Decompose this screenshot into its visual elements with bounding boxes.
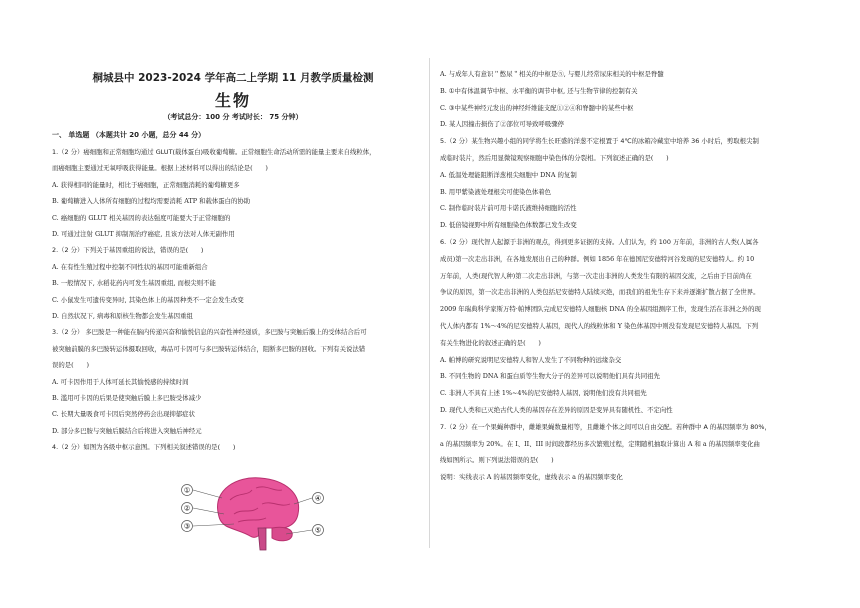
text-line: C. ③中某些神经元发出的神经纤维能支配①②④和脊髓中的某些中枢 xyxy=(440,103,634,112)
text-line: A. 帕博的研究说明尼安德特人和智人发生了不同物种的远缘杂交 xyxy=(440,355,622,364)
text-line: A. 可卡因作用于人体可延长其愉悦感的持续时间 xyxy=(52,377,189,386)
text-line: 被突触前膜的多巴胺转运体摄取回收，毒品可卡因可与多巴胺转运体结合，阻断多巴胺的回收。下列有关说法错 xyxy=(52,344,366,353)
label-2: ② xyxy=(183,504,191,513)
text-line: 万年前，人类(现代智人种)第二次走出非洲，与第一次走出非洲的人类发生有限的基因交流，之后由于目前尚在 xyxy=(440,271,752,280)
text-line: 而癌细胞主要通过无氧呼吸获得能量。根据上述材料可以得出的结论是( ) xyxy=(52,164,268,173)
text-line: C. 癌细胞的 GLUT 相关基因的表达强度可能要大于正常细胞的 xyxy=(52,213,231,222)
text-line: 成临时装片，然后用显微镜观察细胞中染色体的分裂相。下列叙述正确的是( ) xyxy=(440,154,669,162)
label-5: ⑤ xyxy=(314,526,322,535)
text-line: C. 长期大量吸食可卡因后突然停药会出现抑郁症状 xyxy=(52,410,195,419)
text-line: B. ①中有体温调节中枢、水平衡的调节中枢, 还与生物节律的控制有关 xyxy=(440,86,638,95)
section-heading: 一、 单选题 （本题共计 20 小题，总分 44 分） xyxy=(52,131,206,139)
text-line: D. 部分多巴胺与突触后膜结合后将进入突触后神经元 xyxy=(52,426,202,435)
text-line: 有关生物进化的叙述正确的是( ) xyxy=(440,338,541,347)
text-line: D. 自然状况下, 病毒和原核生物都会发生基因重组 xyxy=(52,312,193,320)
question-stem-line: 3.（2 分） 多巴胺是一种能在脑内传递兴奋和愉悦信息的兴奋性神经递质，多巴胺与突触后膜上的受体结合后可 xyxy=(52,328,367,337)
text-line: D. 低倍镜视野中所有细胞染色体数都已发生改变 xyxy=(440,221,577,230)
text-line: 代人体内都有 1%～4%的尼安德特人基因，现代人的线粒体和 Y 染色体基因中则没有发现尼安德特人基因。下列 xyxy=(440,322,759,330)
label-3: ③ xyxy=(183,522,191,531)
text-line: D. 某人因撞击损伤了②部位可导致呼吸骤停 xyxy=(440,120,564,129)
text-line: 说明：实线表示 A 的基因频率变化，虚线表示 a 的基因频率变化 xyxy=(440,473,623,482)
text-line: 争议的原因，第一次走出非洲的人类包括尼安德特人陆续灭绝，而我们的祖先生存下来并逐渐扩散占据了全世界。 xyxy=(440,288,760,297)
question-stem-line: 2.（2 分）下列关于基因重组的说法，错误的是( ) xyxy=(52,246,204,255)
brain-figure xyxy=(218,478,299,550)
text-line: C. 非洲人不具有上述 1%~4%的尼安德特人基因, 说明他们没有共同祖先 xyxy=(440,389,647,398)
text-line: D. 可通过注射 GLUT 抑制剂治疗癌症, 且该方法对人体无副作用 xyxy=(52,230,235,238)
text-line: B. 葡萄糖进入人体所有细胞的过程均需要消耗 ATP 和载体蛋白的协助 xyxy=(52,197,251,206)
question-stem-line: 7.（2 分）在一个果蝇种群中，雌雄果蝇数量相等，且雌雄个体之间可以自由交配。若种群中 A 的基因频率为 80%， xyxy=(440,422,771,431)
text-line: a 的基因频率为 20%。在 I、II、III 时间段都经历多次繁殖过程，定期随机抽取计算出 A 和 a 的基因频率变化曲 xyxy=(440,439,760,448)
exam-info: （考试总分：100 分 考试时长： 75 分钟） xyxy=(163,113,303,121)
question-stem-line: 4.（2 分）如图为各级中枢示意图。下列相关叙述错误的是( ) xyxy=(52,443,236,452)
subject-heading: 生物 xyxy=(214,91,251,110)
text-line: C. 制作临时装片前可用卡诺氏液维持细胞的活性 xyxy=(440,204,577,213)
label-1: ① xyxy=(183,486,191,495)
question-stem-line: 1.（2 分）癌细胞和正常细胞均通过 GLUT(载体蛋白)吸收葡萄糖。正常细胞生命活动所需的能量主要来自线粒体， xyxy=(52,148,376,156)
text-line: 2009 年瑞典科学家斯万特·帕博团队完成尼安德特人细胞核 DNA 的全基因组测序工作，发现生活在非洲之外的现 xyxy=(440,305,761,314)
text-line: D. 现代人类和已灭绝古代人类的基因存在差异的原因是变异具有随机性、不定向性 xyxy=(440,406,673,414)
text-line: B. 滥用可卡因的后果是使突触后膜上多巴胺受体减少 xyxy=(52,394,202,402)
label-4: ④ xyxy=(314,494,322,503)
question-stem-line: 6.（2 分）现代智人起源于非洲的观点，得到更多证据的支持。人们认为，约 100 万年前，非洲的古人类(人属各 xyxy=(440,238,759,246)
text-line: B. 一般情况下, 水稻花药内可发生基因重组, 而根尖则不能 xyxy=(52,279,216,288)
text-line: B. 用甲紫染液处理根尖可使染色体着色 xyxy=(440,187,552,196)
text-line: A. 获得相同的能量时，相比于癌细胞，正常细胞消耗的葡萄糖更多 xyxy=(52,180,240,189)
brainstem-shape xyxy=(258,528,266,550)
text-line: 误的是( ) xyxy=(52,361,89,370)
text-line: C. 小鼠发生可遗传变异时, 其染色体上的基因种类不一定会发生改变 xyxy=(52,295,244,304)
text-line: B. 不同生物的 DNA 和蛋白质等生物大分子的差异可以说明他们具有共同祖先 xyxy=(440,372,660,381)
cerebellum-shape xyxy=(272,527,292,541)
text-line: A. 低温处理能阻断洋葱根尖细胞中 DNA 的复制 xyxy=(440,170,577,179)
question-stem-line: 5.（2 分）某生物兴趣小组的同学将生长旺盛的洋葱不定根置于 4℃的冰箱冷藏室中培养 36 小时后，剪取根尖制 xyxy=(440,137,759,146)
text-line: 成员)第一次走出非洲，在各地发展出自己的种群。例如 1856 年在德国尼安德特河谷发现的尼安德特人。约 10 xyxy=(440,254,755,263)
exam-title: 桐城县中 2023-2024 学年高二上学期 11 月教学质量检测 xyxy=(92,72,374,84)
brain-diagram xyxy=(178,470,328,558)
text-line: A. 与成年人有意识＂憋尿＂相关的中枢是⑤, 与婴儿经常尿床相关的中枢是脊髓 xyxy=(440,70,664,78)
text-line: 线如图所示。则下列说法错误的是( ) xyxy=(440,456,554,465)
column-divider xyxy=(429,58,430,548)
text-line: A. 在有性生殖过程中控制不同性状的基因可能重新组合 xyxy=(52,262,208,271)
